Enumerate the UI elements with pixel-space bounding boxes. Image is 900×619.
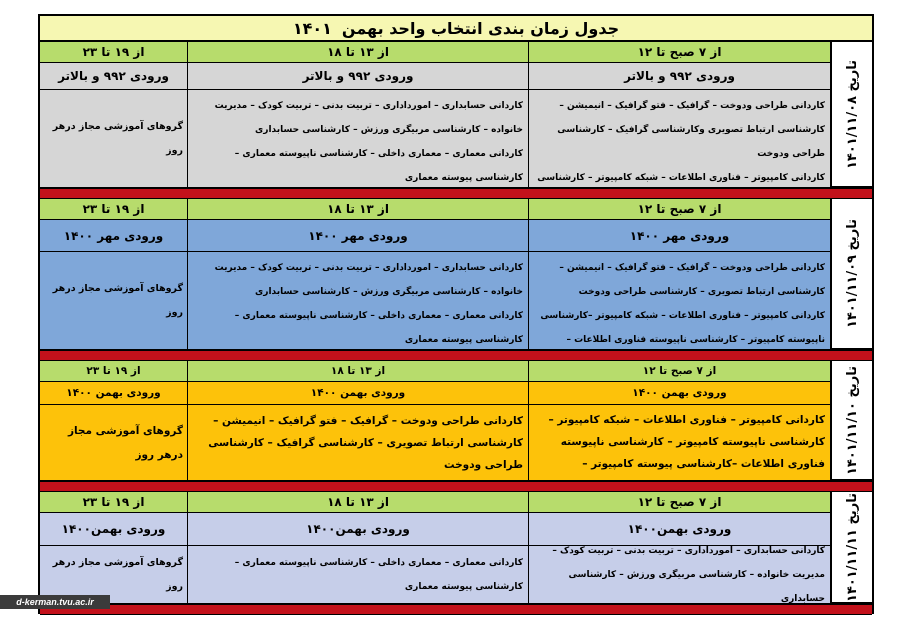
schedule-block-3 — [40, 361, 872, 481]
title-year: ۱۴۰۱ — [292, 18, 332, 38]
title-text: جدول زمان بندی انتخاب واحد بهمن — [341, 18, 620, 38]
entry-evening: ورودی مهر ۱۴۰۰ — [40, 220, 187, 252]
date-label: تاریخ ۱۴۰۱/۱۱/۰۹ — [830, 199, 872, 348]
programs-morning: کاردانی طراحی ودوخت – گرافیک – فتو گرافیک – انیمیشن – کارشناسی ارتباط تصویری وکارشناسی گرافیک – کارشناسی طراحی ودوخت کاردانی کامپیوتر – فناوری اطلاعات – شبکه کامپیوتر – کارشناسی — [528, 90, 830, 188]
entry-morning: ورودی بهمن ۱۴۰۰ — [528, 382, 830, 405]
entry-morning: ورودی ۹۹۲ و بالاتر — [528, 63, 830, 90]
date-label: تاریخ ۱۴۰۱/۱۱/۱۱ — [830, 492, 872, 602]
table-title — [40, 16, 872, 42]
programs-morning: کاردانی طراحی ودوخت – گرافیک – فتو گرافیک – انیمیشن – کارشناسی ارتباط تصویری – کارشناسی طراحی ودوخت کاردانی کامپیوتر – فناوری اطلاعات – شبکه کامپیوتر –کارشناسی ناپیوسته کامپیوتر – کارشناسی ناپیوسته فناوری اطلاعات – — [528, 252, 830, 350]
separator — [40, 604, 872, 615]
schedule-block-1 — [40, 42, 872, 188]
schedule-table — [38, 14, 874, 614]
programs-evening: گروهای آموزشی مجاز درهر روز — [40, 252, 187, 350]
slot-afternoon: از ۱۳ تا ۱۸ — [187, 361, 528, 382]
programs-afternoon: کاردانی حسابداری – امورداداری – تربیت بدنی – تربیت کودک – مدیریت خانواده – کارشناسی مربیگری ورزش – کارشناسی حسابداری کاردانی معماری – معماری داخلی – کارشناسی ناپیوسته معماری – کارشناسی پیوسته معماری — [187, 90, 528, 188]
programs-evening: گروهای آموزشی مجاز درهر روز — [40, 546, 187, 604]
entry-afternoon: ورودی مهر ۱۴۰۰ — [187, 220, 528, 252]
schedule-block-2 — [40, 199, 872, 350]
entry-morning: ورودی مهر ۱۴۰۰ — [528, 220, 830, 252]
programs-afternoon: کاردانی معماری – معماری داخلی – کارشناسی ناپیوسته معماری – کارشناسی پیوسته معماری — [187, 546, 528, 604]
entry-morning: ورودی بهمن۱۴۰۰ — [528, 513, 830, 546]
programs-morning: کاردانی حسابداری – امورداداری – تربیت بدنی – تربیت کودک – مدیریت خانواده – کارشناسی مربیگری ورزش – کارشناسی حسابداری — [528, 546, 830, 604]
slot-evening: از ۱۹ تا ۲۳ — [40, 199, 187, 220]
entry-evening: ورودی ۹۹۲ و بالاتر — [40, 63, 187, 90]
programs-evening: گروهای آموزشی مجاز درهر روز — [40, 90, 187, 188]
programs-afternoon: کاردانی طراحی ودوخت – گرافیک – فتو گرافیک – انیمیشن – کارشناسی ارتباط تصویری – کارشناسی گرافیک – کارشناسی طراحی ودوخت — [187, 405, 528, 481]
programs-morning: کاردانی کامپیوتر – فناوری اطلاعات – شبکه کامپیوتر – کارشناسی ناپیوسته کامپیوتر – کارشناسی ناپیوسته فناوری اطلاعات –کارشناسی پیوسته کامپیوتر – — [528, 405, 830, 481]
slot-morning: از ۷ صبح تا ۱۲ — [528, 492, 830, 513]
slot-morning: از ۷ صبح تا ۱۲ — [528, 199, 830, 220]
slot-evening: از ۱۹ تا ۲۳ — [40, 42, 187, 63]
programs-afternoon: کاردانی حسابداری – امورداداری – تربیت بدنی – تربیت کودک – مدیریت خانواده – کارشناسی مربیگری ورزش – کارشناسی حسابداری کاردانی معماری – معماری داخلی – کارشناسی ناپیوسته معماری –کارشناسی پیوسته معماری — [187, 252, 528, 350]
separator — [40, 188, 872, 199]
programs-evening: گروهای آموزشی مجاز درهر روز — [40, 405, 187, 481]
slot-morning: از ۷ صبح تا ۱۲ — [528, 42, 830, 63]
entry-evening: ورودی بهمن ۱۴۰۰ — [40, 382, 187, 405]
slot-afternoon: از ۱۳ تا ۱۸ — [187, 199, 528, 220]
entry-afternoon: ورودی ۹۹۲ و بالاتر — [187, 63, 528, 90]
site-watermark: d-kerman.tvu.ac.ir — [0, 595, 110, 609]
separator — [40, 350, 872, 361]
entry-afternoon: ورودی بهمن ۱۴۰۰ — [187, 382, 528, 405]
entry-afternoon: ورودی بهمن۱۴۰۰ — [187, 513, 528, 546]
slot-afternoon: از ۱۳ تا ۱۸ — [187, 42, 528, 63]
slot-evening: از ۱۹ تا ۲۳ — [40, 492, 187, 513]
slot-afternoon: از ۱۳ تا ۱۸ — [187, 492, 528, 513]
schedule-block-4 — [40, 492, 872, 604]
slot-morning: از ۷ صبح تا ۱۲ — [528, 361, 830, 382]
date-label: تاریخ ۱۴۰۱/۱۱/۱۰ — [830, 361, 872, 479]
separator — [40, 481, 872, 492]
date-label: تاریخ ۱۴۰۱/۱۱/۰۸ — [830, 42, 872, 186]
entry-evening: ورودی بهمن۱۴۰۰ — [40, 513, 187, 546]
slot-evening: از ۱۹ تا ۲۳ — [40, 361, 187, 382]
